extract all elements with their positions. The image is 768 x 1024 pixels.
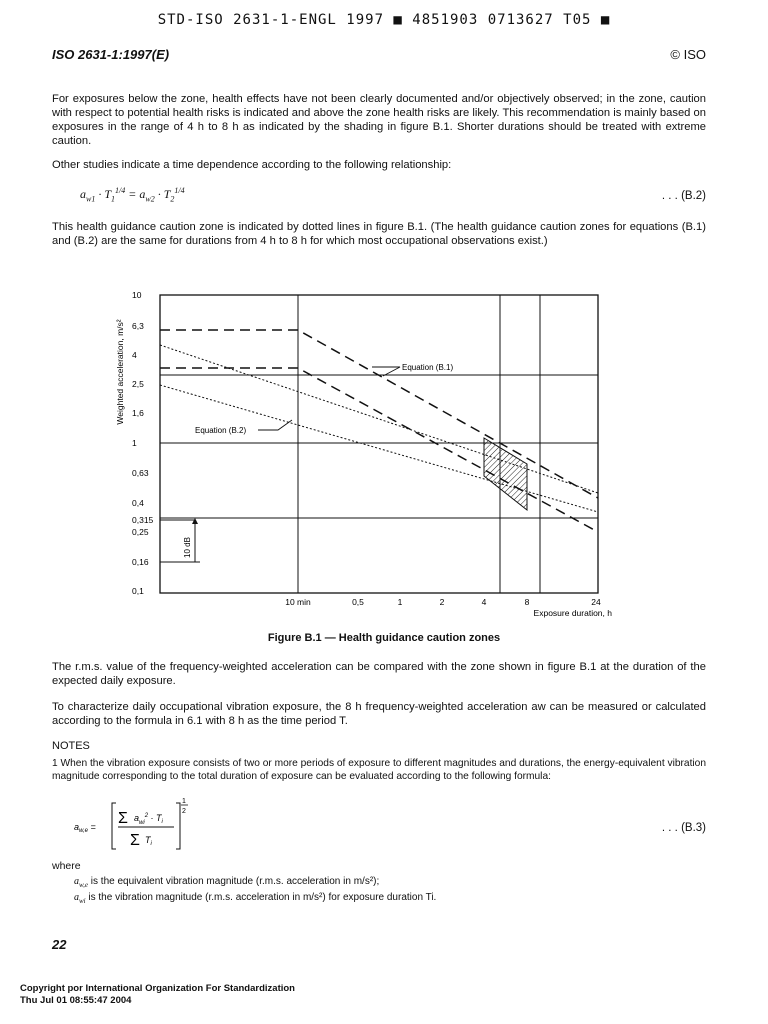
x-tick: 10 min — [285, 597, 311, 607]
standard-id: ISO 2631-1:1997(E) — [52, 47, 170, 62]
copyright-text: Copyright por International Organization For Standardization — [20, 983, 295, 994]
svg-text:1: 1 — [182, 798, 186, 805]
x-tick: 2 — [439, 597, 445, 607]
y-tick: 4 — [132, 350, 137, 360]
equation-b2: $a_{w1} \cdot T_1^{1/4} = a_{w2} \cdot T_2^{1/4}$ — [80, 186, 185, 204]
x-tick: 0,5 — [352, 597, 364, 607]
y-tick: 0,16 — [132, 557, 149, 567]
y-tick: 0,63 — [132, 468, 149, 478]
paragraph-time-dependence: Other studies indicate a time dependence according to the following relationship: — [52, 159, 452, 171]
svg-text:Σ: Σ — [118, 810, 128, 827]
y-tick: 6,3 — [132, 321, 144, 331]
svg-text:Ti: $T_i$ — [145, 835, 152, 847]
page-number: 22 — [52, 937, 67, 952]
svg-text:2: 2 — [182, 808, 186, 815]
note-1: 1 When the vibration exposure consists of two or more periods of exposure to different magnitudes and durations, the energy-equivalent vibration magnitude corresponding to the total duration of exposure can be evaluated according to the following formula: — [52, 758, 706, 782]
iso-mark: © ISO — [670, 47, 706, 62]
svg-text:aw,e =: $a_{w,e}$ = — [74, 822, 96, 834]
x-tick: 4 — [481, 597, 487, 607]
x-axis-label: Exposure duration, h — [533, 608, 612, 618]
y-tick: 1,6 — [132, 408, 144, 418]
y-tick: 0,4 — [132, 498, 144, 508]
paragraph-caution-zone: This health guidance caution zone is indicated by dotted lines in figure B.1. (The health guidance caution zones for equations (B.1) and (B.2) are the same for durations from 4 h to 8 h for which most occupational observations exist.) — [52, 221, 706, 247]
y-tick: 2,5 — [132, 379, 144, 389]
line-b2-lower — [160, 385, 598, 512]
document-code-header: STD-ISO 2631-1-ENGL 1997 ■ 4851903 0713627 T05 ■ — [157, 12, 611, 28]
x-tick: 24 — [591, 597, 601, 607]
paragraph-zone-description: For exposures below the zone, health effects have not been clearly documented and/or objectively observed; in the zone, caution with respect to potential health risks is indicated and above the zone health risks are likely. This recommendation is mainly based on exposures in the range of 4 h to 8 h as indicated by the shading in figure B.1. Shorter durations should be treated with extreme caution. — [52, 93, 706, 147]
figure-b1-chart — [100, 280, 640, 620]
equation-b3 — [72, 795, 212, 855]
y-tick: 0,315 — [132, 515, 154, 525]
x-tick-labels — [285, 597, 601, 607]
y-tick-labels — [132, 290, 154, 596]
scale-label: 10 dB — [183, 537, 192, 558]
notes-heading: NOTES — [52, 740, 90, 752]
definition-awe: $a_{w,e}$ is the equivalent vibration magnitude (r.m.s. acceleration in m/s²); — [74, 876, 380, 889]
copyright-footer — [20, 983, 295, 1007]
svg-text:Σ: Σ — [130, 832, 140, 849]
paragraph-rms-comparison: The r.m.s. value of the frequency-weighted acceleration can be compared with the zone shown in figure B.1 at the duration of the expected daily exposure. — [52, 661, 706, 687]
x-tick: 1 — [397, 597, 403, 607]
label-equation-b2: Equation (B.2) — [195, 426, 247, 435]
svg-text:awi2 · Ti: $a_{wi}^2 \cdot T_i$ — [134, 813, 163, 826]
y-tick: 0,1 — [132, 586, 144, 596]
definition-awi: $a_{wi}$ is the vibration magnitude (r.m.s. acceleration in m/s²) for exposure duration Ti. — [74, 892, 437, 905]
line-b1-lower — [160, 368, 598, 532]
timestamp-text: Thu Jul 01 08:55:47 2004 — [20, 995, 132, 1006]
paragraph-daily-exposure: To characterize daily occupational vibration exposure, the 8 h frequency-weighted acceleration aw can be measured or calculated according to the formula in 6.1 with 8 h as the time period T. — [52, 701, 706, 727]
y-tick: 1 — [132, 438, 137, 448]
label-equation-b1: Equation (B.1) — [402, 363, 454, 372]
line-b1-upper — [160, 330, 598, 498]
figure-caption: Figure B.1 — Health guidance caution zones — [267, 632, 501, 644]
y-tick: 0,25 — [132, 527, 149, 537]
y-axis-label: Weighted acceleration, m/s² — [115, 319, 125, 425]
x-tick: 8 — [524, 597, 530, 607]
plot-frame — [160, 295, 598, 593]
where-label: where — [52, 860, 81, 872]
y-tick: 10 — [132, 290, 142, 300]
equation-b3-number: . . . (B.3) — [661, 822, 706, 834]
equation-b2-number: . . . (B.2) — [661, 190, 706, 202]
